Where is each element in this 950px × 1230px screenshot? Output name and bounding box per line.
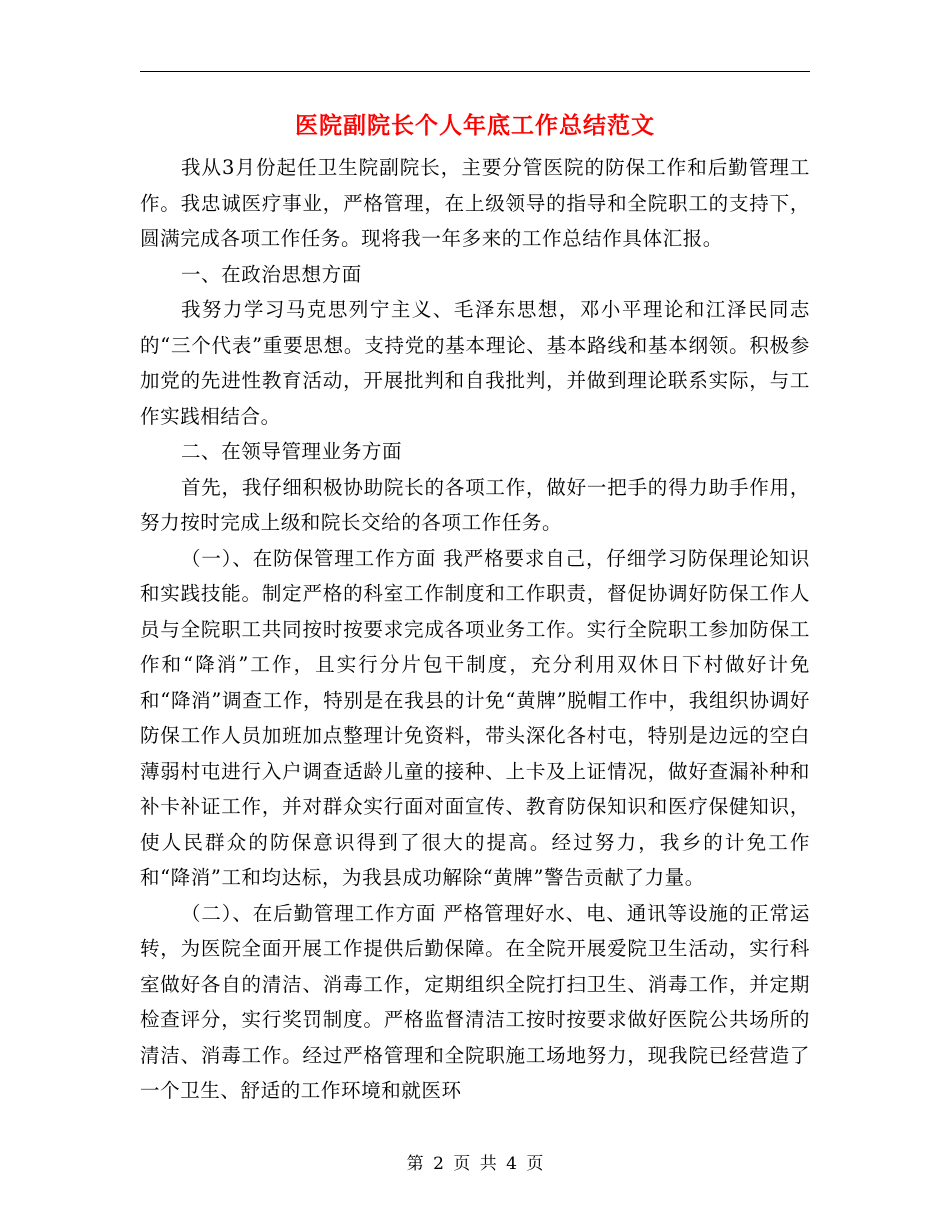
paragraph-logistics: （二）、在后勤管理工作方面 严格管理好水、电、通讯等设施的正常运转，为医院全面开展工作提供后勤保障。在全院开展爱院卫生活动，实行科室做好各自的清洁、消毒工作，定期组织全院打扫卫生、消毒工作，并定期检查评分，实行奖罚制度。严格监督清洁工按时按要求做好医院公共场所的清洁、消毒工作。经过严格管理和全院职施工场地努力，现我院已经营造了一个卫生、舒适的工作环境和就医环: [140, 901, 810, 1102]
paragraph-management: 首先，我仔细积极协助院长的各项工作，做好一把手的得力助手作用，努力按时完成上级和院长交给的各项工作任务。: [140, 475, 810, 534]
section-heading-management: 二、在领导管理业务方面: [180, 440, 403, 463]
document-body: [140, 150, 810, 1109]
page-number-footer: 第 2 页 共 4 页: [406, 1154, 544, 1174]
section-heading-political: 一、在政治思想方面: [180, 262, 362, 286]
paragraph-intro: 我从3月份起任卫生院副院长，主要分管医院的防保工作和后勤管理工作。我忠诚医疗事业，严格管理，在上级领导的指导和全院职工的支持下，圆满完成各项工作任务。现将我一年多来的工作总结作具体汇报。: [140, 156, 810, 250]
document-title: 医院副院长个人年底工作总结范文: [295, 112, 655, 139]
paragraph-political: 我努力学习马克思列宁主义、毛泽东思想，邓小平理论和江泽民同志的“三个代表”重要思想。支持党的基本理论、基本路线和基本纲领。积极参加党的先进性教育活动，开展批判和自我批判，并做到理论联系实际，与工作实践相结合。: [140, 298, 810, 428]
header-rule: [140, 71, 810, 72]
paragraph-prevention: （一）、在防保管理工作方面 我严格要求自己，仔细学习防保理论知识和实践技能。制定严格的科室工作制度和工作职责，督促协调好防保工作人员与全院职工共同按时按要求完成各项业务工作。实行全院职工参加防保工作和“降消”工作，且实行分片包干制度，充分利用双休日下村做好计免和“降消”调查工作，特别是在我县的计免“黄牌”脱帽工作中，我组织协调好防保工作人员加班加点整理计免资料，带头深化各村屯，特别是边远的空白薄弱村屯进行入户调查适龄儿童的接种、上卡及上证情况，做好查漏补种和补卡补证工作，并对群众实行面对面宣传、教育防保知识和医疗保健知识，使人民群众的防保意识得到了很大的提高。经过努力，我乡的计免工作和“降消”工和均达标，为我县成功解除“黄牌”警告贡献了力量。: [140, 546, 810, 889]
